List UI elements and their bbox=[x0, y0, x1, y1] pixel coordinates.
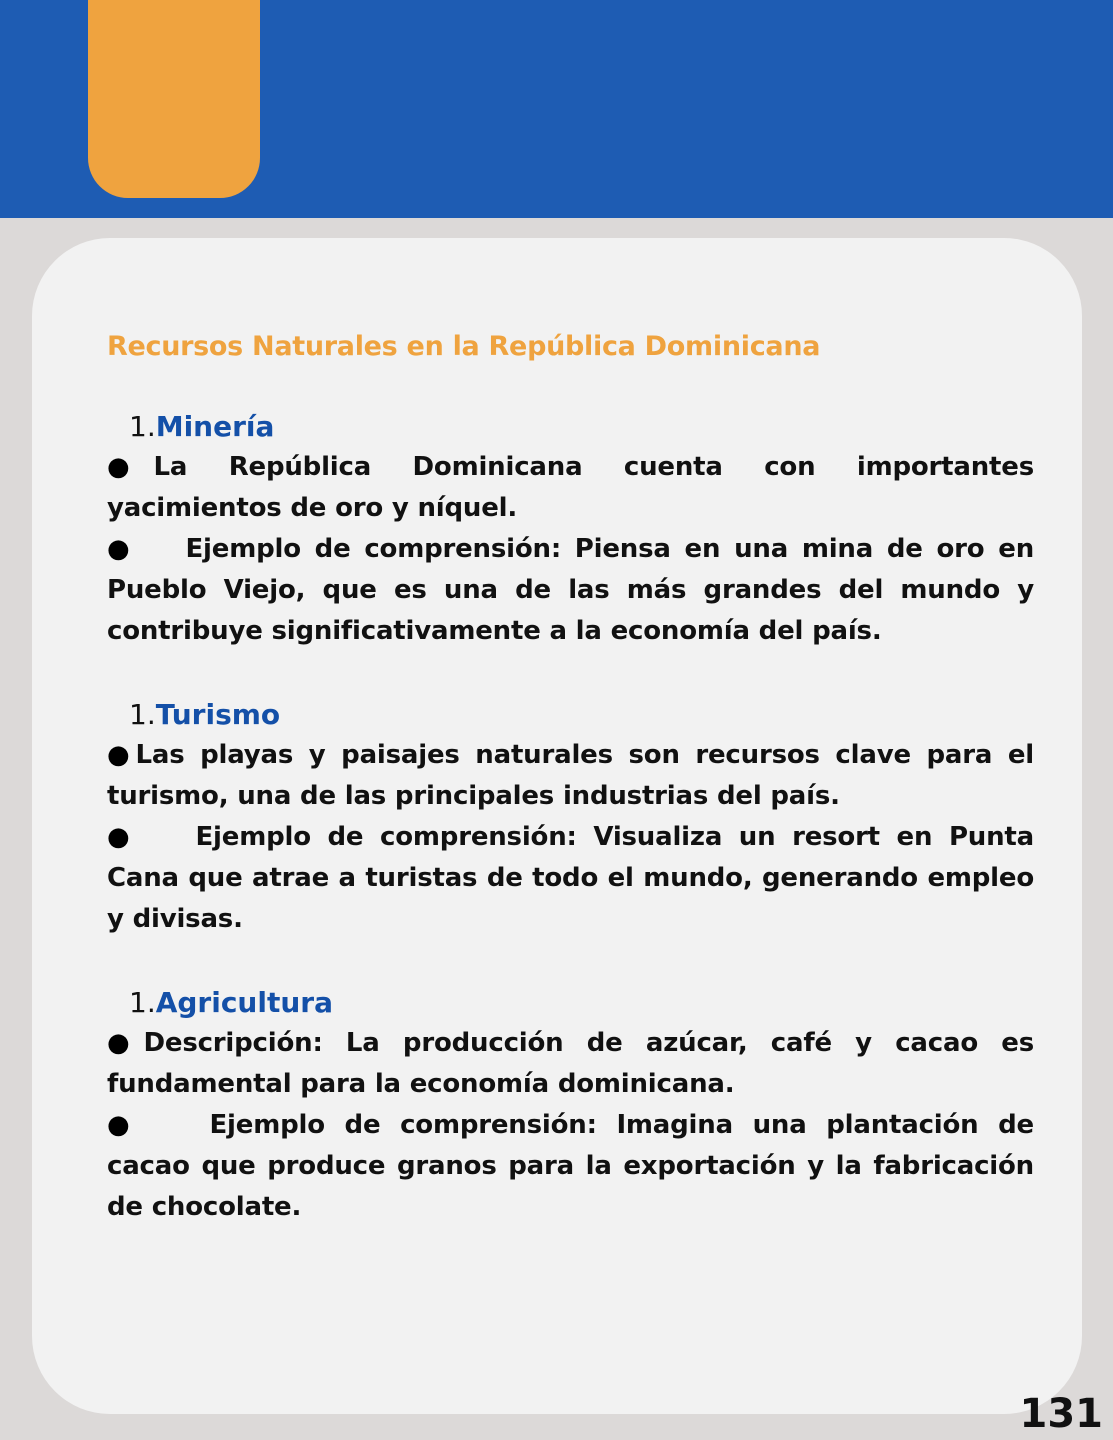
bullet-icon: ● bbox=[107, 822, 130, 852]
section-heading bbox=[107, 406, 1034, 447]
list-item bbox=[107, 1105, 1034, 1228]
section-title: Turismo bbox=[155, 698, 281, 731]
section-number: 1. bbox=[129, 986, 156, 1019]
paragraph-text: Ejemplo de comprensión: Piensa en una mina de oro en Pueblo Viejo, que es una de las más grandes del mundo y contribuye significativamente a la economía del país. bbox=[107, 534, 1034, 646]
paragraph-text: Descripción: La producción de azúcar, café y cacao es fundamental para la economía dominicana. bbox=[107, 1028, 1034, 1099]
page-content bbox=[107, 325, 1034, 1228]
bullet-icon: ● bbox=[107, 1028, 130, 1058]
list-item bbox=[107, 735, 1034, 817]
section-turismo bbox=[107, 694, 1034, 940]
header-tab-decoration bbox=[88, 0, 260, 198]
section-heading bbox=[107, 694, 1034, 735]
section-number: 1. bbox=[129, 698, 156, 731]
bullet-icon: ● bbox=[107, 534, 130, 564]
section-title: Minería bbox=[155, 410, 275, 443]
bullet-icon: ● bbox=[107, 740, 130, 770]
list-item bbox=[107, 529, 1034, 652]
paragraph-text: Las playas y paisajes naturales son recursos clave para el turismo, una de las principales industrias del país. bbox=[107, 740, 1034, 811]
page-number: 131 bbox=[1019, 1391, 1103, 1437]
section-mineria bbox=[107, 406, 1034, 652]
bullet-icon: ● bbox=[107, 452, 130, 482]
section-title: Agricultura bbox=[155, 986, 333, 1019]
paragraph-text: Ejemplo de comprensión: Visualiza un resort en Punta Cana que atrae a turistas de todo el mundo, generando empleo y divisas. bbox=[107, 822, 1034, 934]
list-item bbox=[107, 817, 1034, 940]
section-heading bbox=[107, 982, 1034, 1023]
list-item bbox=[107, 1023, 1034, 1105]
paragraph-text: La República Dominicana cuenta con importantes yacimientos de oro y níquel. bbox=[107, 452, 1034, 523]
section-number: 1. bbox=[129, 410, 156, 443]
bullet-icon: ● bbox=[107, 1110, 130, 1140]
list-item bbox=[107, 447, 1034, 529]
paragraph-text: Ejemplo de comprensión: Imagina una plantación de cacao que produce granos para la exportación y la fabricación de chocolate. bbox=[107, 1110, 1034, 1222]
section-agricultura bbox=[107, 982, 1034, 1228]
page-title: Recursos Naturales en la República Dominicana bbox=[107, 331, 821, 362]
